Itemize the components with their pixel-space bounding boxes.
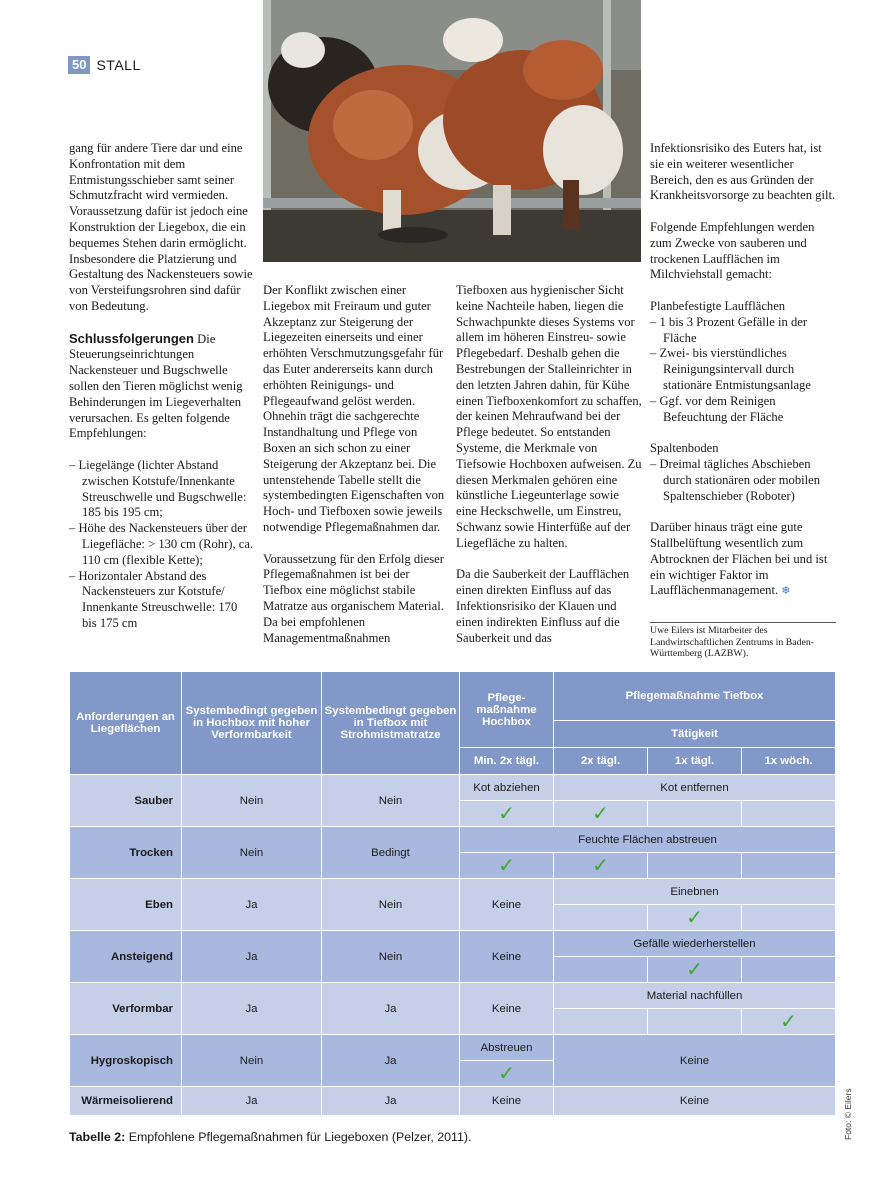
table-row <box>70 775 836 801</box>
row-label: Trocken <box>70 827 182 879</box>
check-icon: ✓ <box>498 801 515 825</box>
table-row <box>70 983 836 1009</box>
paragraph: Da die Sauberkeit der Laufflächen einen direkten Einfluss auf das Infektionsrisiko der Klauen und einen indirekten Einfluss auf die Sauberkeit und das <box>456 567 630 645</box>
cell <box>554 1009 648 1035</box>
table-row <box>70 931 836 957</box>
paragraph: Tiefboxen aus hygienischer Sicht keine Nachteile haben, liegen die Schwachpunkte dieses Systems vor allem im höheren Einstreu- sowie Pflegebedarf. Deshalb gehen die Bestrebungen der Stalleinrichter in den letzten Jahren dahin, für Kühe einen Tiefboxenkomfort zu schaffen, der keinen Mehraufwand bei der Pflege bedeutet. So entstanden Systeme, die Merkmale von Tiefsowie Hochboxen aufweisen. Zu diesen Merkmalen gehören eine künstliche Liegeunterlage sowie eine Heckschwelle, um Einstreu, Schwanz sowie Hinterfüße auf der Liegefläche zu halten. <box>456 283 642 550</box>
list-item: – Höhe des Nackensteuers über der Liegefläche: > 130 cm (Rohr), ca. 110 cm (flexible Kette); <box>69 521 254 567</box>
cell <box>648 801 742 827</box>
list-item: – Liegelänge (lichter Abstand zwischen Kotstufe/Innenkante Streuschwelle und Bugschwelle: 185 bis 195 cm; <box>69 457 247 520</box>
paragraph-text: Darüber hinaus trägt eine gute Stallbelüftung wesentlich zum Abtrocknen der Flächen bei und ist ein wichtiger Faktor im Laufflächenmanagement. <box>650 520 828 598</box>
check-icon: ✓ <box>780 1009 797 1033</box>
header-pflege-hochbox: Pflege-maßnahme Hochbox <box>460 672 554 748</box>
row-label: Verformbar <box>70 983 182 1035</box>
table-row <box>70 879 836 905</box>
cell <box>742 905 836 931</box>
group-spaltenboden <box>650 441 836 504</box>
row-label: Sauber <box>70 775 182 827</box>
check-icon: ✓ <box>592 801 609 825</box>
list <box>650 457 836 504</box>
section-title: STALL <box>96 57 141 73</box>
care-measures-table <box>69 671 836 1116</box>
cell: Bedingt <box>322 827 460 879</box>
row-label: Ansteigend <box>70 931 182 983</box>
group-planbefestigt <box>650 299 836 425</box>
cell: Abstreuen <box>460 1035 554 1061</box>
table-row <box>70 1035 836 1061</box>
cell <box>554 957 648 983</box>
paragraph: gang für andere Tiere dar und eine Konfrontation mit dem Entmistungsschieber samt seiner Schmutzfracht wird vermieden. Voraussetzung dafür ist jedoch eine Konstruktion der Liegebox, die ein bequemes Stehen darin ermöglicht. Insbesondere die Platzierung und Gestaltung des Nackensteuers sowie von Versteifungsrohren sind dafür von Bedeutung. <box>69 141 253 313</box>
text-column-2 <box>263 283 451 646</box>
paragraph: Voraussetzung für den Erfolg dieser Pflegemaßnahmen ist bei der Tiefbox eine möglichst stabile Matratze aus organischem Material. Da bei empfohlenen Managementmaßnahmen <box>263 551 444 645</box>
subheading-schlussfolgerungen: Schlussfolgerungen <box>69 330 194 346</box>
cow-photo <box>263 0 641 262</box>
check-icon: ✓ <box>686 957 703 981</box>
text-column-4 <box>650 141 836 599</box>
header-taetigkeit: Tätigkeit <box>554 721 836 748</box>
row-label: Eben <box>70 879 182 931</box>
paragraph: Der Konflikt zwischen einer Liegebox mit Freiraum und guter Akzeptanz zur Steigerung der Liegezeiten einerseits und einer erhöhten Verschmutzungsgefahr für das Euter andererseits kann durch erhöhten Reinigungs- und Pflegeaufwand gelöst werden. Ohnehin trägt die sachgerechte Instandhaltung und Pflege von Boxen an sich schon zu einer Steigerung der Akzeptanz bei. Die untenstehende Tabelle stellt die systembedingten Eigenschaften von Hoch- und Tiefboxen sowie jeweils notwendige Pflegemaßnahmen dar. <box>263 283 445 534</box>
cell: Keine <box>460 1087 554 1116</box>
cell <box>554 905 648 931</box>
cell: Ja <box>322 1035 460 1087</box>
paragraph: Folgende Empfehlungen werden zum Zwecke von sauberen und trockenen Laufflächen im Milchviehstall gemacht: <box>650 219 815 282</box>
cell: Ja <box>182 879 322 931</box>
check-icon: ✓ <box>498 1061 515 1085</box>
paragraph <box>69 331 255 443</box>
table-caption <box>69 1130 471 1144</box>
group-title: Planbefestigte Laufflächen <box>650 298 786 313</box>
header-freq: 2x tägl. <box>554 748 648 775</box>
table-row <box>70 827 836 853</box>
header-freq: 1x wöch. <box>742 748 836 775</box>
check-icon: ✓ <box>592 853 609 877</box>
header-tiefbox: Systembedingt gegeben in Tiefbox mit Strohmistmatratze <box>322 672 460 775</box>
header-pflege-tiefbox: Pflegemaßnahme Tiefbox <box>554 672 836 721</box>
cell <box>742 957 836 983</box>
text-column-1 <box>69 141 255 632</box>
cell: Keine <box>554 1087 836 1116</box>
header-anforderungen: Anforderungen an Liegeflächen <box>70 672 182 775</box>
cell: Keine <box>554 1035 836 1087</box>
table-header-row <box>70 672 836 721</box>
check-icon: ✓ <box>498 853 515 877</box>
header-freq: 1x tägl. <box>648 748 742 775</box>
caption-text: Empfohlene Pflegemaßnahmen für Liegeboxen (Pelzer, 2011). <box>125 1130 472 1144</box>
row-label: Wärmeisolierend <box>70 1087 182 1116</box>
cell: Ja <box>182 931 322 983</box>
cell: Nein <box>322 775 460 827</box>
author-note: Uwe Eilers ist Mitarbeiter des Landwirtschaftlichen Zentrums in Baden-Württemberg (LAZBW). <box>650 622 836 660</box>
cell: Keine <box>460 879 554 931</box>
header-hochbox: Systembedingt gegeben in Hochbox mit hoher Verformbarkeit <box>182 672 322 775</box>
caption-label: Tabelle 2: <box>69 1130 126 1144</box>
cell: Ja <box>322 1087 460 1116</box>
cell: Gefälle wiederherstellen <box>554 931 836 957</box>
list <box>650 315 836 426</box>
cell <box>742 853 836 879</box>
cell <box>742 801 836 827</box>
cell: Ja <box>182 983 322 1035</box>
end-mark-icon: ❄ <box>781 584 791 598</box>
row-label: Hygroskopisch <box>70 1035 182 1087</box>
cell: Ja <box>322 983 460 1035</box>
text-column-3 <box>456 283 642 646</box>
cell: Keine <box>460 931 554 983</box>
cell: Nein <box>182 827 322 879</box>
list-item: – Zwei- bis vierstündliches Reinigungsintervall durch stationäre Entmistungsanlage <box>650 346 811 392</box>
cell <box>648 1009 742 1035</box>
list-item: – 1 bis 3 Prozent Gefälle in der Fläche <box>650 314 808 345</box>
cell: Nein <box>182 1035 322 1087</box>
table-row <box>70 1087 836 1116</box>
paragraph-text: Die Steuerungseinrichtungen Nackensteuer und Bugschwelle sollen den Tieren möglichst wenig Behinderungen im Liegeverhalten verursachen. Es gelten folgende Empfehlungen: <box>69 331 243 441</box>
cell: Nein <box>322 931 460 983</box>
paragraph <box>650 520 836 599</box>
paragraph: Infektionsrisiko des Euters hat, ist sie ein weiterer wesentlicher Bereich, den es aus Gründen der Krankheitsvorsorge zu beachten gilt. <box>650 141 836 203</box>
cell: Feuchte Flächen abstreuen <box>460 827 836 853</box>
cell: Ja <box>182 1087 322 1116</box>
cell: Keine <box>460 983 554 1035</box>
cell: Kot abziehen <box>460 775 554 801</box>
check-icon: ✓ <box>686 905 703 929</box>
list-item: – Dreimal tägliches Abschieben durch stationären oder mobilen Spaltenschieber (Roboter) <box>650 456 821 503</box>
cell: Nein <box>182 775 322 827</box>
cell: Kot entfernen <box>554 775 836 801</box>
cell: Material nachfüllen <box>554 983 836 1009</box>
list-item: – Ggf. vor dem Reinigen Befeuchtung der Fläche <box>650 393 784 424</box>
cell: Einebnen <box>554 879 836 905</box>
photo-credit: Foto: © Eilers <box>843 1088 853 1140</box>
cell <box>648 853 742 879</box>
page-header <box>68 56 141 74</box>
header-freq: Min. 2x tägl. <box>460 748 554 775</box>
page-number: 50 <box>68 56 90 74</box>
recommendation-list <box>69 458 255 632</box>
cell: Nein <box>322 879 460 931</box>
group-title: Spaltenboden <box>650 441 719 456</box>
list-item: – Horizontaler Abstand des Nackensteuers zur Kotstufe/ Innenkante Streuschwelle: 170 bis 175 cm <box>69 568 238 630</box>
